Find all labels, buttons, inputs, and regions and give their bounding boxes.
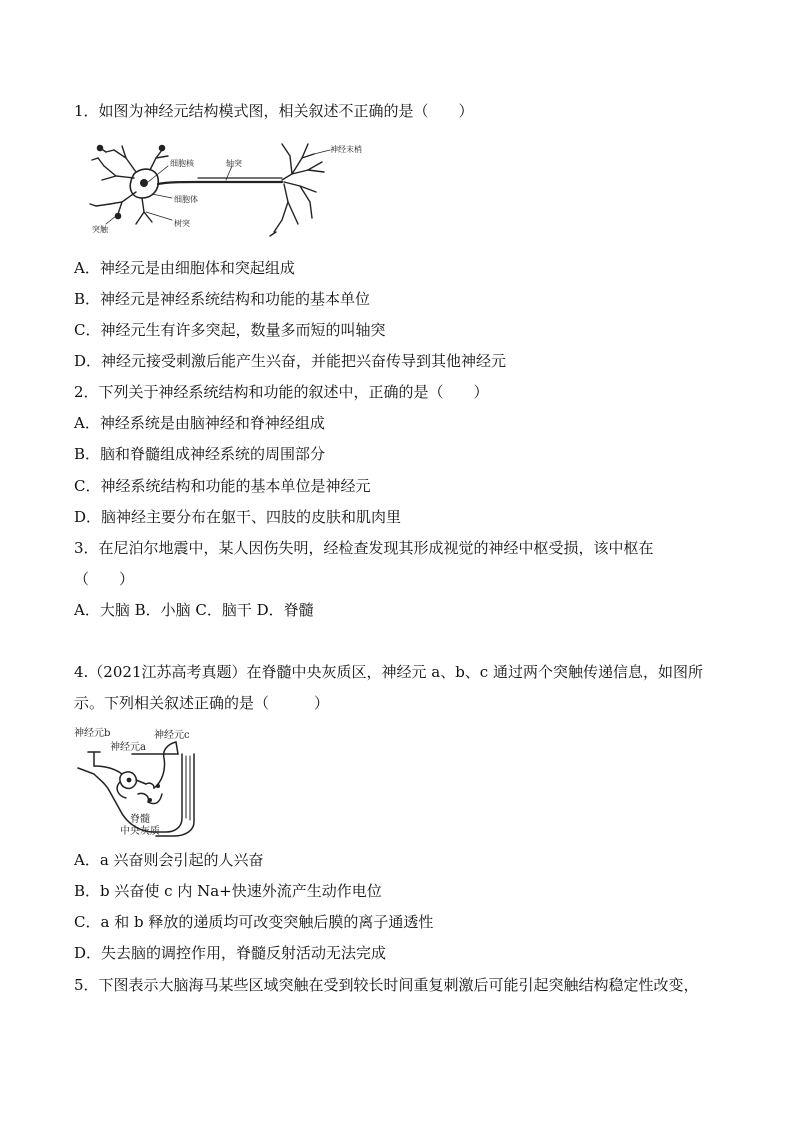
q2-option-a: A．神经系统是由脑神经和脊神经组成 [74, 414, 325, 432]
q4-option-b: B．b 兴奋使 c 内 Na+快速外流产生动作电位 [74, 882, 382, 900]
label-axon: 轴突 [226, 159, 242, 168]
spinal-cord-neurons-figure [74, 722, 224, 840]
label-nucleus: 细胞核 [170, 159, 194, 168]
q2-stem: 2．下列关于神经系统结构和功能的叙述中，正确的是（ ） [74, 383, 489, 401]
q3-stem-line2: （ ） [74, 570, 135, 588]
label-synapse: 突触 [92, 225, 108, 234]
label-central-gray-matter: 中央灰质 [120, 826, 160, 837]
q1-option-d: D．神经元接受刺激后能产生兴奋，并能把兴奋传导到其他神经元 [74, 352, 507, 370]
nucleus-shape [140, 179, 148, 187]
q1-option-c: C．神经元生有许多突起，数量多而短的叫轴突 [74, 321, 386, 339]
label-dendrite: 树突 [174, 219, 190, 228]
q1-option-b: B．神经元是神经系统结构和功能的基本单位 [74, 290, 371, 308]
q2-option-d: D．脑神经主要分布在躯干、四肢的皮肤和肌肉里 [74, 508, 402, 526]
label-spinal-cord: 脊髓 [130, 814, 150, 825]
label-neuron-c: 神经元c [154, 730, 190, 741]
q4-option-d: D．失去脑的调控作用，脊髓反射活动无法完成 [74, 944, 387, 962]
q1-option-a: A．神经元是由细胞体和突起组成 [74, 259, 295, 277]
label-nerve-ending: 神经末梢 [330, 145, 362, 154]
q2-option-c: C．神经系统结构和功能的基本单位是神经元 [74, 477, 371, 495]
label-cell-body: 细胞体 [174, 195, 198, 204]
q4-option-c: C．a 和 b 释放的递质均可改变突触后膜的离子通透性 [74, 913, 434, 931]
q3-stem-line1: 3．在尼泊尔地震中，某人因伤失明，经检查发现其形成视觉的神经中枢受损，该中枢在 [74, 539, 654, 557]
q4-option-a: A．a 兴奋则会引起的人兴奋 [74, 851, 264, 869]
q4-stem-line1: 4.（2021江苏高考真题）在脊髓中央灰质区，神经元 a、b、c 通过两个突触传递信息，如图所 [74, 663, 703, 681]
neuron-structure-figure [86, 136, 366, 242]
q1-stem: 1．如图为神经元结构模式图，相关叙述不正确的是（ ） [74, 102, 474, 120]
q4-stem-line2: 示。下列相关叙述正确的是（ ） [74, 694, 330, 712]
q5-stem-line1: 5．下图表示大脑海马某些区域突触在受到较长时间重复刺激后可能引起突触结构稳定性改变， [74, 976, 699, 994]
label-neuron-a: 神经元a [110, 742, 146, 753]
label-neuron-b: 神经元b [74, 728, 111, 739]
q2-option-b: B．脑和脊髓组成神经系统的周围部分 [74, 445, 326, 463]
q3-options: A．大脑 B．小脑 C．脑干 D．脊髓 [74, 601, 314, 619]
